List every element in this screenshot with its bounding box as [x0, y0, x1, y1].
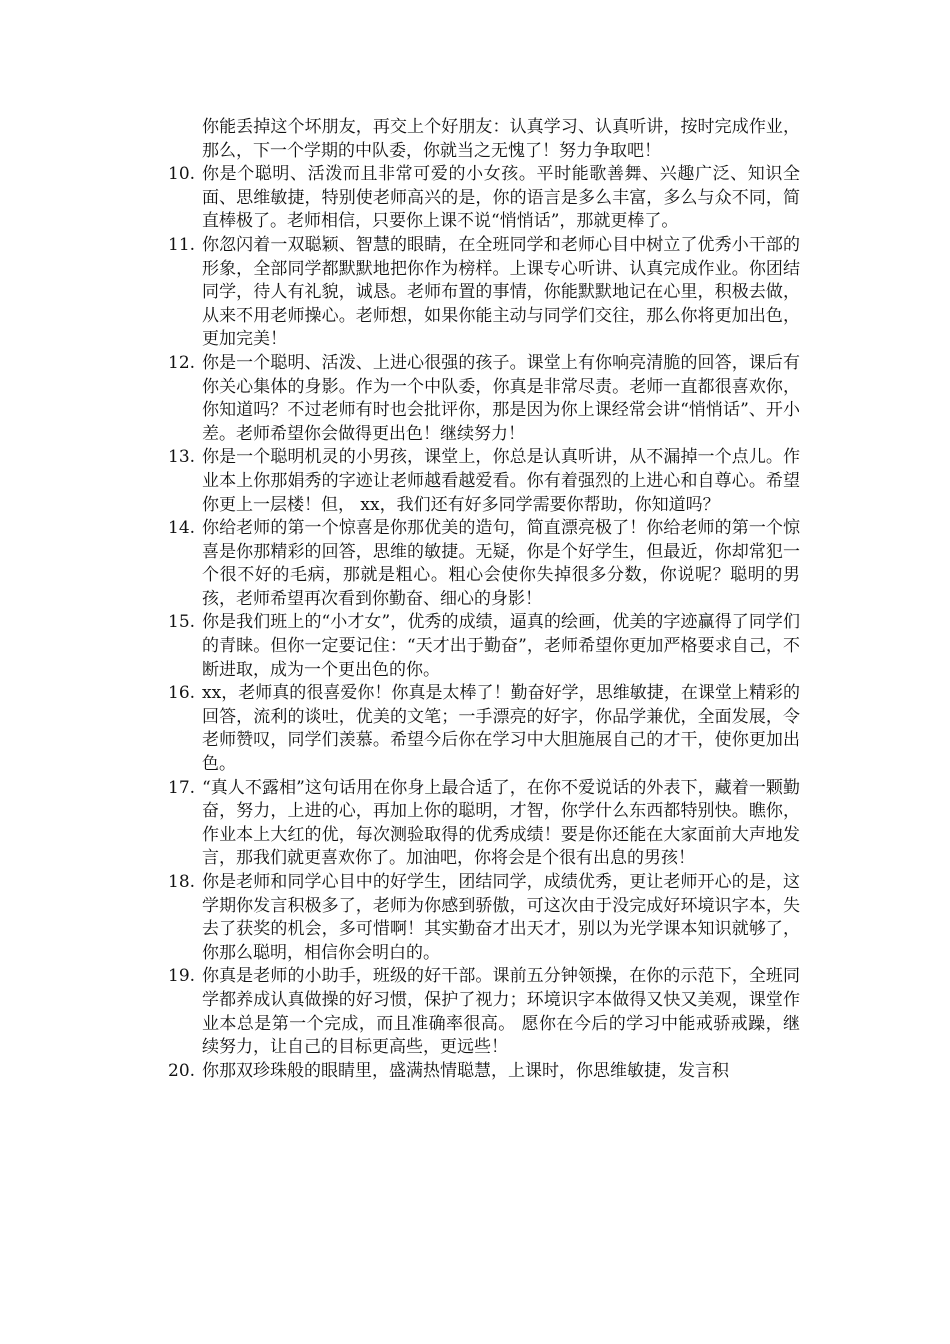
list-item — [168, 611, 800, 682]
document-body — [168, 116, 800, 1083]
item-number: 12. — [168, 352, 196, 373]
item-number: 14. — [168, 518, 196, 539]
list-item — [168, 446, 800, 517]
list-item — [168, 163, 800, 234]
list-item — [168, 517, 800, 611]
list-item — [168, 777, 800, 871]
item-number: 17. — [168, 777, 196, 798]
item-text: 你是个聪明、活泼而且非常可爱的小女孩。平时能歌善舞、兴趣广泛、知识全面、思维敏捷，特别使老师高兴的是，你的语言是多么丰富，多么与众不同，简直棒极了。老师相信，只要你上课不说“悄悄话”，那就更棒了。 — [202, 164, 800, 232]
item-text: 你是我们班上的“小才女”，优秀的成绩，逼真的绘画，优美的字迹赢得了同学们的青睐。但你一定要记住：“天才出于勤奋”，老师希望你更加严格要求自己，不断进取，成为一个更出色的你。 — [202, 612, 800, 680]
item-text: 你是一个聪明、活泼、上进心很强的孩子。课堂上有你响亮清脆的回答，课后有你关心集体的身影。作为一个中队委，你真是非常尽责。老师一直都很喜欢你，你知道吗？不过老师有时也会批评你，那是因为你上课经常会讲“悄悄话”、开小差。老师希望你会做得更出色！继续努力！ — [202, 352, 800, 444]
item-number: 16. — [168, 683, 196, 704]
item-text: 你那双珍珠般的眼睛里，盛满热情聪慧，上课时，你思维敏捷，发言积 — [202, 1060, 729, 1081]
list-item — [168, 871, 800, 965]
item-text: 你给老师的第一个惊喜是你那优美的造句，简直漂亮极了！你给老师的第一个惊喜是你那精彩的回答，思维的敏捷。无疑，你是个好学生，但最近，你却常犯一个很不好的毛病，那就是粗心。粗心会使你失掉很多分数，你说呢？聪明的男孩，老师希望再次看到你勤奋、细心的身影！ — [202, 518, 800, 609]
list-item — [168, 234, 800, 352]
continued-paragraph: 你能丢掉这个坏朋友，再交上个好朋友：认真学习、认真听讲，按时完成作业，那么，下一个学期的中队委，你就当之无愧了！努力争取吧！ — [202, 117, 800, 161]
item-number: 11. — [168, 234, 196, 255]
item-text: 你是一个聪明机灵的小男孩，课堂上，你总是认真听讲，从不漏掉一个点儿。作业本上你那娟秀的字迹让老师越看越爱看。你有着强烈的上进心和自尊心。希望你更上一层楼！但， xx，我们还有好多同学需要你帮助，你知道吗？ — [202, 447, 800, 515]
item-text: 你忽闪着一双聪颖、智慧的眼睛，在全班同学和老师心目中树立了优秀小干部的形象，全部同学都默默地把你作为榜样。上课专心听讲、认真完成作业。你团结同学，待人有礼貌，诚恳。老师布置的事情，你能默默地记在心里，积极去做，从来不用老师操心。老师想，如果你能主动与同学们交往，那么你将更加出色，更加完美！ — [202, 234, 800, 350]
item-number: 20. — [168, 1060, 196, 1081]
item-number: 10. — [168, 164, 196, 185]
item-number: 15. — [168, 612, 196, 633]
list-item — [168, 965, 800, 1059]
item-number: 19. — [168, 966, 196, 987]
item-number: 13. — [168, 447, 196, 468]
item-text: 你真是老师的小助手，班级的好干部。课前五分钟领操，在你的示范下，全班同学都养成认真做操的好习惯，保护了视力；环境识字本做得又快又美观，课堂作业本总是第一个完成，而且准确率很高。 愿你在今后的学习中能戒骄戒躁，继续努力，让自己的目标更高些，更远些！ — [202, 966, 800, 1058]
item-number: 18. — [168, 872, 196, 892]
item-text: 你是老师和同学心目中的好学生，团结同学，成绩优秀，更让老师开心的是，这学期你发言积极多了，老师为你感到骄傲，可这次由于没完成好环境识字本，失去了获奖的机会，多可惜啊！其实勤奋才出天才，别以为光学课本知识就够了，你那么聪明，相信你会明白的。 — [202, 872, 800, 963]
item-text: xx，老师真的很喜爱你！你真是太棒了！勤奋好学，思维敏捷，在课堂上精彩的回答，流利的谈吐，优美的文笔；一手漂亮的好字，你品学兼优，全面发展，令老师赞叹，同学们羡慕。希望今后你在学习中大胆施展自己的才干，使你更加出色。 — [202, 683, 800, 775]
list-item — [168, 1060, 800, 1084]
list-item — [168, 352, 800, 446]
item-text: “真人不露相”这句话用在你身上最合适了，在你不爱说话的外表下，藏着一颗勤奋，努力，上进的心，再加上你的聪明，才智，你学什么东西都特别快。瞧你，作业本上大红的优，每次测验取得的优秀成绩！要是你还能在大家面前大声地发言，那我们就更喜欢你了。加油吧，你将会是个很有出息的男孩！ — [202, 777, 800, 869]
list-item — [168, 682, 800, 776]
